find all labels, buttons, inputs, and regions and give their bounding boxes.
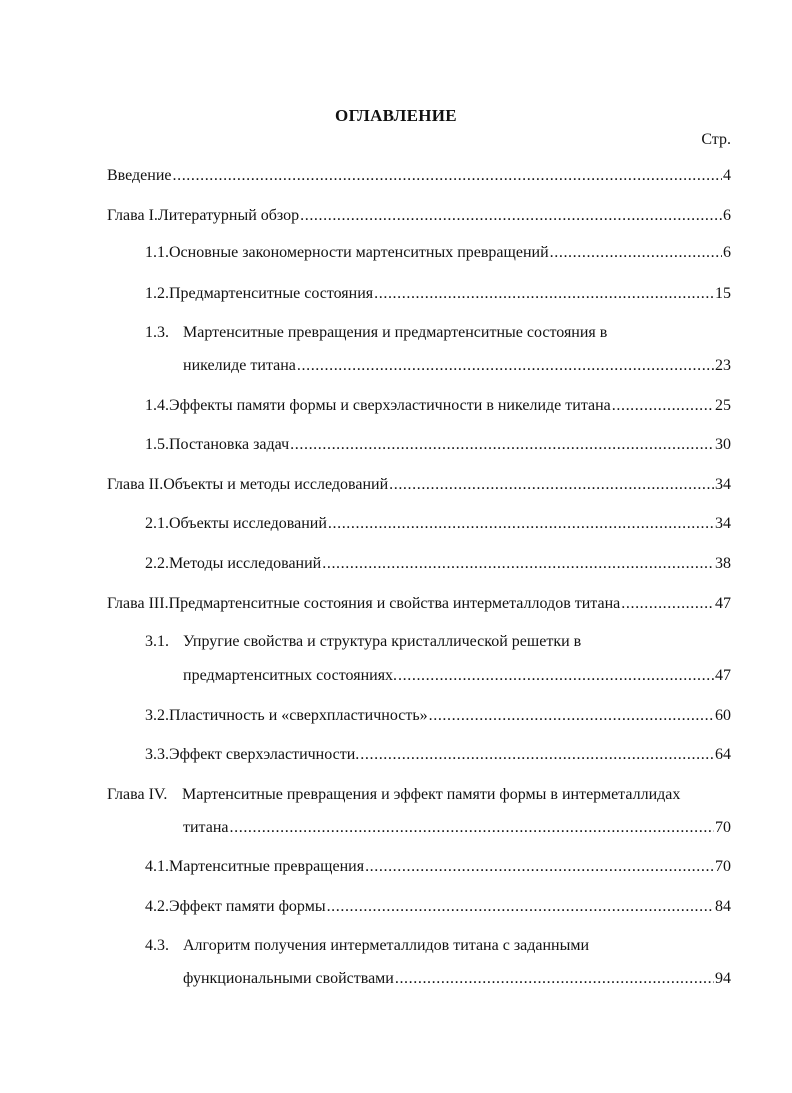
dot-leader (297, 356, 714, 376)
dot-leader (398, 666, 714, 686)
toc-entry-page: 23 (715, 357, 731, 374)
toc-entry-section-3-3[interactable] (145, 745, 731, 765)
toc-entry-page: 64 (715, 746, 731, 763)
section-number: 1.5. (145, 436, 169, 453)
dot-leader (290, 435, 714, 455)
dot-leader (365, 857, 714, 877)
toc-entry-title: Эффект памяти формы (169, 898, 326, 915)
toc-entry-section-1-3-line2[interactable] (183, 356, 731, 376)
page-column-label: Стр. (701, 131, 731, 148)
dot-leader (230, 818, 714, 838)
toc-entry-page: 70 (715, 819, 731, 836)
toc-entry-section-3-2[interactable] (145, 706, 731, 726)
chapter-number: Глава IV. (107, 786, 168, 803)
toc-entry-page: 94 (715, 970, 731, 987)
chapter-number: Глава III. (107, 595, 169, 612)
toc-entry-chapter-1[interactable] (107, 206, 731, 226)
toc-entry-page: 6 (723, 207, 731, 224)
section-number: 2.2. (145, 555, 169, 572)
toc-entry-section-1-5[interactable] (145, 435, 731, 455)
section-number: 2.1. (145, 515, 169, 532)
toc-entry-page: 6 (723, 244, 731, 261)
toc-entry-page: 38 (715, 555, 731, 572)
toc-entry-title: Литературный обзор (157, 207, 300, 224)
toc-entry-section-4-2[interactable] (145, 897, 731, 917)
toc-entry-section-4-3-line1[interactable] (145, 936, 589, 956)
toc-entry-page: 34 (715, 515, 731, 532)
toc-entry-page: 70 (715, 858, 731, 875)
toc-entry-section-3-1-line2[interactable] (183, 666, 731, 686)
toc-entry-section-1-3-line1[interactable] (145, 323, 607, 343)
toc-entry-title: Методы исследований (169, 555, 322, 572)
toc-entry-page: 47 (715, 595, 731, 612)
toc-entry-page: 25 (715, 397, 731, 414)
toc-entry-page: 84 (715, 898, 731, 915)
toc-entry-section-1-2[interactable] (145, 284, 731, 304)
toc-entry-page: 4 (723, 167, 731, 184)
chapter-number: Глава I. (107, 207, 158, 224)
toc-entry-title: Упругие свойства и структура кристаллической решетки в (183, 633, 582, 650)
toc-entry-chapter-4-line2[interactable] (183, 818, 731, 838)
section-number: 4.2. (145, 898, 169, 915)
dot-leader (173, 166, 723, 186)
dot-leader (550, 243, 722, 263)
toc-entry-title-continued: никелиде титана (183, 357, 296, 374)
toc-entry-title-continued: функциональными свойствами (183, 970, 394, 987)
toc-entry-title: Мартенситные превращения и эффект памяти формы в интерметаллидах (182, 786, 681, 803)
toc-entry-title: Мартенситные превращения и предмартенситные состояния в (183, 324, 608, 341)
dot-leader (395, 969, 714, 989)
section-number: 4.1. (145, 858, 169, 875)
toc-entry-section-4-3-line2[interactable] (183, 969, 731, 989)
toc-entry-title: Объекты и методы исследований (163, 476, 389, 493)
toc-entry-section-3-1-line1[interactable] (145, 632, 581, 652)
section-number: 1.2. (145, 285, 169, 302)
toc-entry-title: Основные закономерности мартенситных превращений (169, 244, 549, 261)
toc-entry-title: Пластичность и «сверхпластичность» (169, 707, 428, 724)
toc-entry-section-1-4[interactable] (145, 396, 731, 416)
toc-entry-title: Эффект сверхэластичности. (169, 746, 360, 763)
toc-entry-title: Эффекты памяти формы и сверхэластичности в никелиде титана (169, 397, 611, 414)
toc-entry-title: Предмартенситные состояния (169, 285, 374, 302)
chapter-number: Глава II. (107, 476, 164, 493)
section-number: 1.1. (145, 244, 169, 261)
dot-leader (374, 284, 714, 304)
section-number: 3.2. (145, 707, 169, 724)
toc-entry-title: Введение (107, 167, 172, 184)
toc-entry-title: Предмартенситные состояния и свойства интерметаллодов титана (168, 595, 621, 612)
toc-entry-intro[interactable] (107, 166, 731, 186)
toc-entry-page: 47 (715, 667, 731, 684)
toc-entry-section-2-1[interactable] (145, 514, 731, 534)
dot-leader (389, 475, 714, 495)
dot-leader (322, 554, 714, 574)
toc-entry-page: 30 (715, 436, 731, 453)
toc-entry-title: Объекты исследований (169, 515, 327, 532)
toc-entry-section-2-2[interactable] (145, 554, 731, 574)
dot-leader (300, 206, 722, 226)
toc-entry-title-continued: титана (183, 819, 229, 836)
toc-entry-chapter-3[interactable] (107, 594, 731, 614)
section-number: 1.3. (145, 324, 169, 341)
dot-leader (327, 897, 714, 917)
section-number: 3.1. (145, 633, 169, 650)
toc-entry-section-1-1[interactable] (145, 243, 731, 263)
dot-leader (360, 745, 714, 765)
toc-entry-page: 60 (715, 707, 731, 724)
section-number: 3.3. (145, 746, 169, 763)
toc-entry-title-continued: предмартенситных состояниях. (183, 667, 398, 684)
dot-leader (429, 706, 714, 726)
toc-entry-page: 15 (715, 285, 731, 302)
toc-entry-title: Алгоритм получения интерметаллидов титана с заданными (183, 937, 590, 954)
page-title: ОГЛАВЛЕНИЕ (335, 106, 457, 125)
dot-leader (612, 396, 714, 416)
toc-entry-chapter-4-line1[interactable] (107, 785, 680, 805)
dot-leader (328, 514, 714, 534)
toc-entry-section-4-1[interactable] (145, 857, 731, 877)
toc-entry-chapter-2[interactable] (107, 475, 731, 495)
dot-leader (621, 594, 714, 614)
section-number: 1.4. (145, 397, 169, 414)
section-number: 4.3. (145, 937, 169, 954)
toc-entry-title: Мартенситные превращения (169, 858, 365, 875)
toc-entry-page: 34 (715, 476, 731, 493)
toc-entry-title: Постановка задач (169, 436, 290, 453)
